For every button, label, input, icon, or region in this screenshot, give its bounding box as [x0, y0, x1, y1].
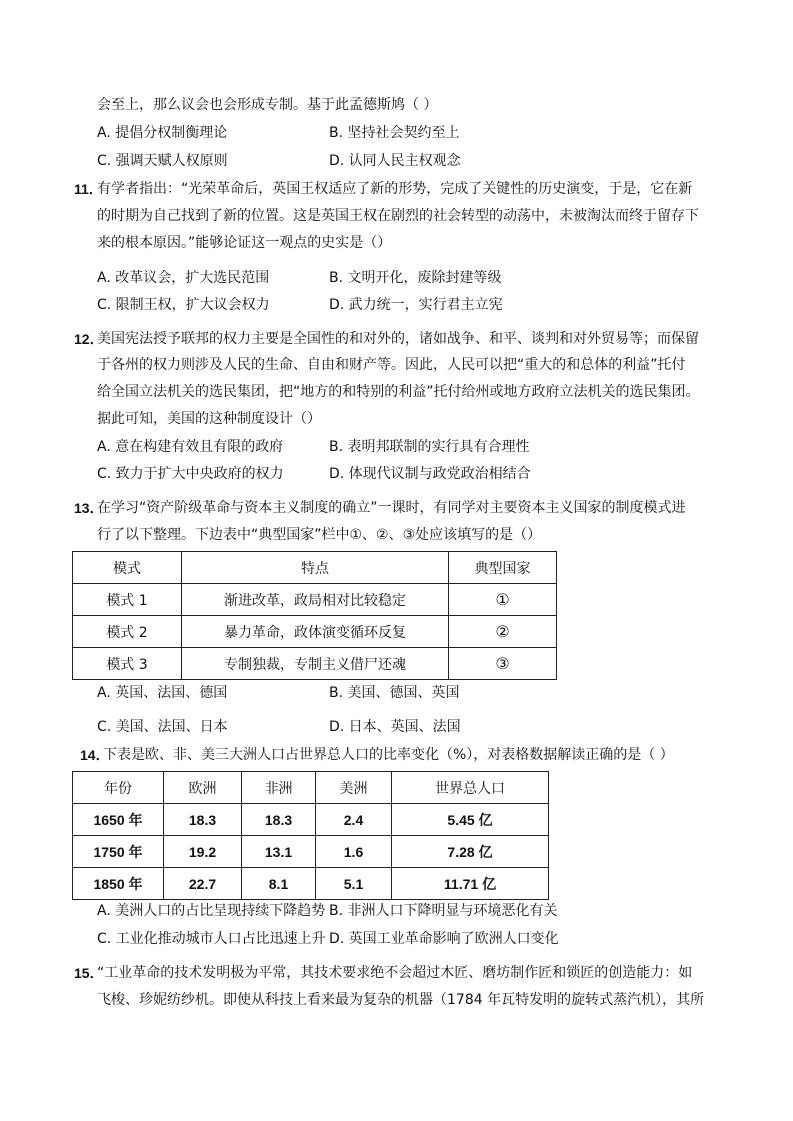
table-header-row	[73, 552, 557, 584]
table-header-cell: 模式	[73, 552, 182, 584]
table-row	[73, 648, 557, 680]
table-row	[73, 836, 549, 868]
q15-number: 15．	[74, 965, 104, 981]
table-cell: 渐进改革，政局相对比较稳定	[182, 584, 449, 616]
table-cell: 2.4	[316, 804, 392, 836]
q11-stem-line: 来的根本原因。”能够论证这一观点的史实是（）	[97, 235, 392, 251]
q13-table	[72, 551, 557, 680]
table-cell: 7.28 亿	[392, 836, 549, 868]
q12-stem-line: 据此可知，美国的这种制度设计（）	[97, 411, 321, 427]
table-cell: 1650 年	[73, 804, 164, 836]
table-header-cell: 典型国家	[449, 552, 557, 584]
q13-number: 13．	[74, 500, 104, 516]
table-header-cell: 欧洲	[164, 772, 242, 804]
table-cell: 1.6	[316, 836, 392, 868]
q12-option-b: B. 表明邦联制的实行具有合理性	[329, 439, 530, 455]
table-row	[73, 584, 557, 616]
table-cell: 18.3	[242, 804, 316, 836]
q10-option-c: C. 强调天赋人权原则	[97, 153, 228, 169]
table-header-cell: 世界总人口	[392, 772, 549, 804]
q13-option-a: A. 英国、法国、德国	[97, 685, 228, 701]
table-cell: 暴力革命，政体演变循环反复	[182, 616, 449, 648]
q13-option-b: B. 美国、德国、英国	[329, 685, 460, 701]
q14-table	[72, 771, 549, 900]
q11-option-d: D. 武力统一，实行君主立宪	[329, 297, 503, 313]
table-cell: 1850 年	[73, 868, 164, 900]
q11-option-b: B. 文明开化，废除封建等级	[329, 270, 502, 286]
q15-stem-line: “工业革命的技术发明极为平常，其技术要求绝不会超过木匠、磨坊制作匠和锁匠的创造能力：如	[97, 965, 693, 981]
table-cell: 22.7	[164, 868, 242, 900]
table-cell: ②	[449, 616, 557, 648]
q14-number: 14．	[80, 747, 110, 763]
table-cell: 1750 年	[73, 836, 164, 868]
table-header-cell: 特点	[182, 552, 449, 584]
table-cell: 5.1	[316, 868, 392, 900]
q12-number: 12．	[74, 331, 104, 347]
q14-option-b: B. 非洲人口下降明显与环境恶化有关	[329, 903, 558, 919]
table-cell: 18.3	[164, 804, 242, 836]
table-cell: ①	[449, 584, 557, 616]
q11-option-c: C. 限制王权，扩大议会权力	[97, 297, 270, 313]
q13-option-d: D. 日本、英国、法国	[329, 719, 461, 735]
table-header-cell: 非洲	[242, 772, 316, 804]
q12-stem-line: 美国宪法授予联邦的权力主要是全国性的和对外的，诸如战争、和平、谈判和对外贸易等；而保留	[97, 331, 699, 347]
table-cell: 8.1	[242, 868, 316, 900]
q11-option-a: A. 改革议会，扩大选民范围	[97, 270, 270, 286]
table-cell: 模式 3	[73, 648, 182, 680]
q14-option-a: A. 美洲人口的占比呈现持续下降趋势	[97, 903, 326, 919]
q10-option-a: A. 提倡分权制衡理论	[97, 125, 228, 141]
table-cell: 5.45 亿	[392, 804, 549, 836]
q11-stem-line: 的时期为自己找到了新的位置。这是英国王权在剧烈的社会转型的动荡中，未被淘汰而终于留存下	[97, 208, 699, 224]
table-row	[73, 868, 549, 900]
table-cell: ③	[449, 648, 557, 680]
table-cell: 19.2	[164, 836, 242, 868]
q13-stem-line: 在学习“资产阶级革命与资本主义制度的确立”一课时，有同学对主要资本主义国家的制度模式进	[97, 500, 686, 516]
table-row	[73, 804, 549, 836]
q14-option-d: D. 英国工业革命影响了欧洲人口变化	[329, 931, 559, 947]
table-cell: 13.1	[242, 836, 316, 868]
q10-stem-tail: 会至上，那么议会也会形成专制。基于此孟德斯鸠（ ）	[97, 97, 438, 113]
table-header-cell: 美洲	[316, 772, 392, 804]
q14-option-c: C. 工业化推动城市人口占比迅速上升	[97, 931, 326, 947]
q15-stem-line: 飞梭、珍妮纺纱机。即使从科技上看来最为复杂的机器（1784 年瓦特发明的旋转式蒸汽机），其所	[97, 992, 705, 1008]
q13-option-c: C. 美国、法国、日本	[97, 719, 228, 735]
table-cell: 模式 2	[73, 616, 182, 648]
table-row	[73, 616, 557, 648]
table-cell: 11.71 亿	[392, 868, 549, 900]
q11-stem-line: 有学者指出：“光荣革命后，英国王权适应了新的形势，完成了关键性的历史演变，于是，它在新	[97, 181, 693, 197]
table-header-cell: 年份	[73, 772, 164, 804]
q10-option-d: D. 认同人民主权观念	[329, 153, 461, 169]
q12-stem-line: 于各州的权力则涉及人民的生命、自由和财产等。因此，人民可以把“重大的和总体的利益”托付	[97, 357, 686, 373]
q12-option-d: D. 体现代议制与政党政治相结合	[329, 466, 531, 482]
q10-option-b: B. 坚持社会契约至上	[329, 125, 460, 141]
table-header-row	[73, 772, 549, 804]
q14-stem: 下表是欧、非、美三大洲人口占世界总人口的比率变化（%），对表格数据解读正确的是（ ）	[103, 747, 674, 763]
q13-stem-line: 行了以下整理。下边表中“典型国家”栏中①、②、③处应该填写的是（）	[97, 527, 542, 543]
q11-number: 11．	[74, 181, 103, 197]
table-cell: 模式 1	[73, 584, 182, 616]
table-cell: 专制独裁，专制主义借尸还魂	[182, 648, 449, 680]
q12-option-c: C. 致力于扩大中央政府的权力	[97, 466, 284, 482]
q12-option-a: A. 意在构建有效且有限的政府	[97, 439, 284, 455]
q12-stem-line: 给全国立法机关的选民集团，把“地方的和特别的利益”托付给州或地方政府立法机关的选民集团。	[97, 384, 700, 400]
